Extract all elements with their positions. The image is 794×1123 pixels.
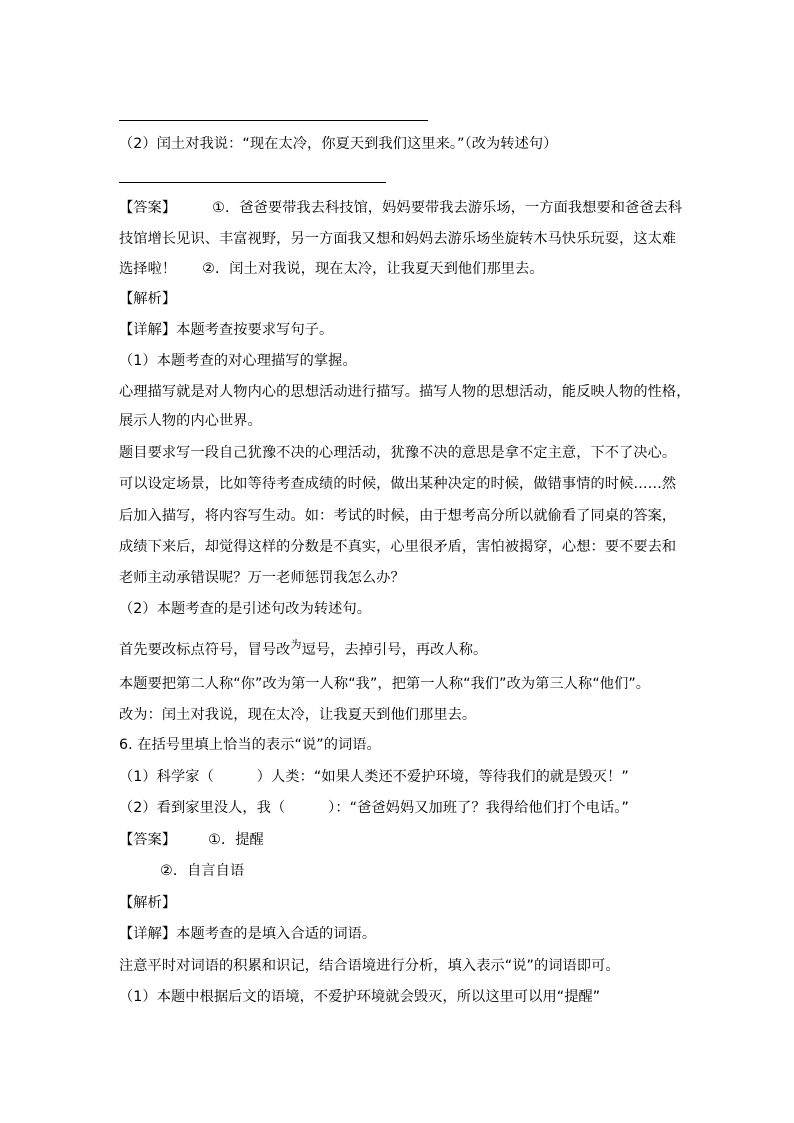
paragraph-line-9: 本题要把第二人称“你”改为第一人称“我”，把第一人称“我们”改为第三人称“他们”。 xyxy=(119,676,651,692)
question-6: 6. 在括号里填上恰当的表示“说”的词语。 xyxy=(119,737,381,753)
detail-heading-2: 【详解】本题考查的是填入合适的词语。 xyxy=(119,926,377,942)
paragraph-line-4: 可以设定场景，比如等待考查成绩的时候，做出某种决定的时候，做错事情的时候……然 xyxy=(119,476,677,492)
paragraph-line-6: 成绩下来后，却觉得这样的分数是不真实，心里很矛盾，害怕被揭穿，心想：要不要去和 xyxy=(119,539,677,555)
paragraph-line-7: 老师主动承错误呢？万一老师惩罚我怎么办？ xyxy=(119,570,405,586)
sub-item-1: （1）本题考查的对心理描写的掌握。 xyxy=(119,353,357,369)
paragraph-line-2: 展示人物的内心世界。 xyxy=(119,413,262,429)
analysis2-tag: 【解析】 xyxy=(119,895,177,911)
answer-text-3b: ②．闰土对我说，现在太冷，让我夏天到他们那里去。 xyxy=(202,261,544,277)
paragraph-line-11: 注意平时对词语的积累和识记，结合语境进行分析，填入表示“说”的词语即可。 xyxy=(119,958,620,974)
answer-line-2: 技馆增长见识、丰富视野，另一方面我又想和妈妈去游乐场坐旋转木马快乐玩耍，这太难 xyxy=(119,231,677,247)
answer-line-3 xyxy=(119,259,544,279)
answer-line-1 xyxy=(119,198,682,218)
analysis-tag: 【解析】 xyxy=(119,291,177,307)
answer2-item-a: ①．提醒 xyxy=(208,832,264,848)
answer2-line-2: ②．自言自语 xyxy=(160,863,245,879)
answer2-line-1 xyxy=(119,830,264,850)
question-6-item-1: （1）科学家（ ）人类：“如果人类还不爱护环境，等待我们的就是毁灭！” xyxy=(119,769,629,785)
answer-tag: 【答案】 xyxy=(119,200,177,216)
p8-text-b: 逗号，去掉引号，再改人称。 xyxy=(301,642,488,658)
paragraph-line-3: 题目要求写一段自己犹豫不决的心理活动，犹豫不决的意思是拿不定主意，下不了决心。 xyxy=(119,445,677,461)
answer-blank-line-1 xyxy=(119,120,428,121)
question-6-item-2: （2）看到家里没人，我（ ）：“爸爸妈妈又加班了？我得给他们打个电话。” xyxy=(119,800,629,816)
paragraph-line-1: 心理描写就是对人物内心的思想活动进行描写。描写人物的思想活动，能反映人物的性格， xyxy=(119,384,691,400)
sub-item-2: （2）本题考查的是引述句改为转述句。 xyxy=(119,601,372,617)
paragraph-line-8 xyxy=(119,640,487,661)
detail-heading-1: 【详解】本题考查按要求写句子。 xyxy=(119,322,334,338)
paragraph-line-5: 后加入描写，将内容写生动。如：考试的时候，由于想考高分所以就偷看了同桌的答案， xyxy=(119,508,677,524)
paragraph-line-12: （1）本题中根据后文的语境，不爱护环境就会毁灭，所以这里可以用“提醒” xyxy=(119,989,601,1005)
answer-text-1: ①．爸爸要带我去科技馆，妈妈要带我去游乐场，一方面我想要和爸爸去科 xyxy=(212,200,683,216)
question-2-prompt: （2）闰土对我说：“现在太冷，你夏天到我们这里来。”（改为转述句） xyxy=(119,136,558,152)
p8-superscript: 为 xyxy=(290,638,302,651)
answer-blank-line-2 xyxy=(119,182,386,183)
p8-text-a: 首先要改标点符号，冒号改 xyxy=(119,642,291,658)
answer-text-3a: 选择啦！ xyxy=(119,261,177,277)
paragraph-line-10: 改为：闰土对我说，现在太冷，让我夏天到他们那里去。 xyxy=(119,707,477,723)
answer2-tag: 【答案】 xyxy=(119,832,177,848)
